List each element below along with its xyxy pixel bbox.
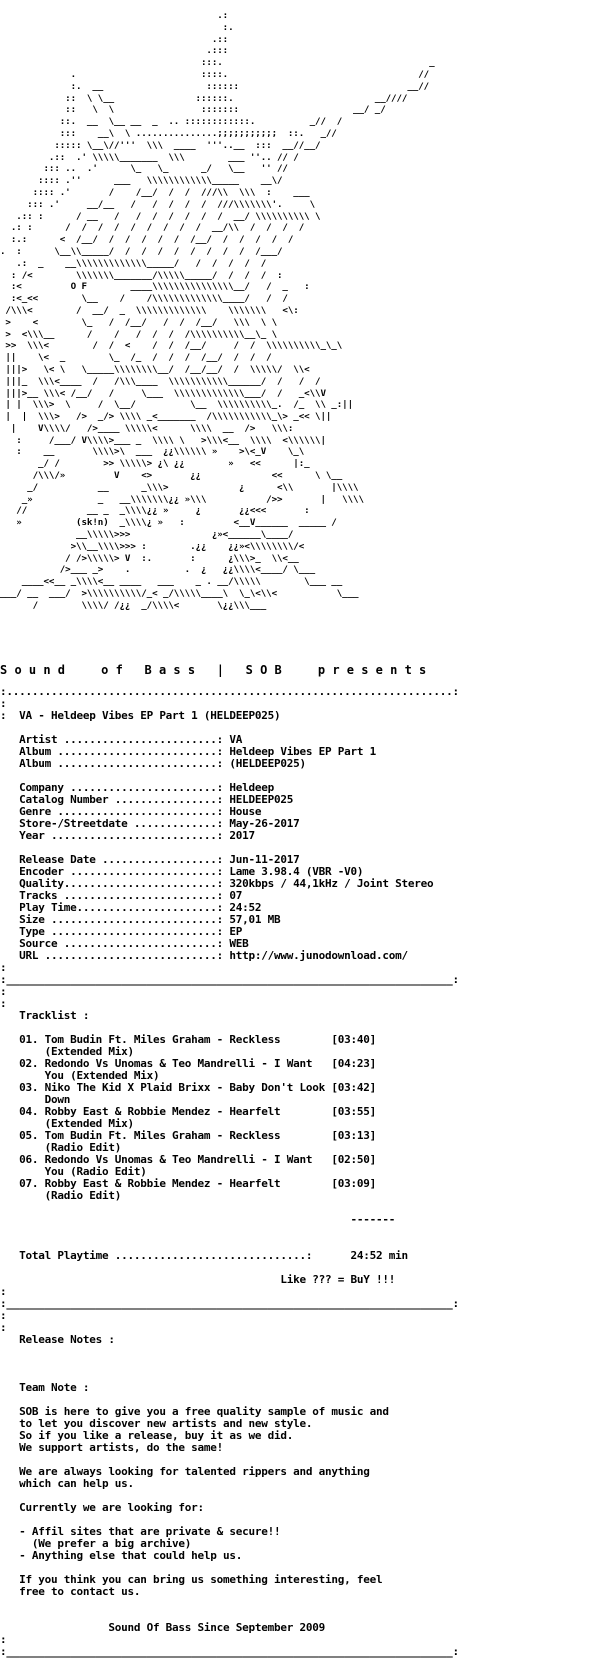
- presents-caption: S o u n d o f B a s s | S O B p r e s e n t s: [0, 663, 427, 677]
- ascii-art-logo: .: :. .:: .::: :::. _ . ::::. // :. __ :::::: __// :: \ \__ ::::::. __//// :: \ \ ::::::: __/ _/ ::. __ \__ __ _ .. ::::::::::::. _// / ::: __\ \ ...............;;;;;;;;;;; ::. _// ::::: \__\//''' \\\ ____ '''..__ ::: __//__/ .:: .' \\\\\_______ \\\ ___ ''.. // / ::: .. .' \_ \_ _/ \__ '' // :::: .'' ___ \\\\\\\\\\\\_____ __\/ :::: .' / /__/ / / ///\\ \\\ : ___ ::: .' __/__ / / / / / ///\\\\\\\'. \ .:: : / __ / / / / / / / __/ \\\\\\\\\\ \ .: : / / / / / / / / / __/\\ / / / / :.: < /__/ / / / / / /__/ / / / / / . : \__\\_____/ / / / / / / / / /___/ .: _ __\\\\\\\\\\\\\_____/ / / / / / : /< \\\\\\\_______/\\\\\_____/ / / / : :< O F ____\\\\\\\\\\\\\\\__/ / _ : :<_<< \__ / /\\\\\\\\\\\\\____/ / / /\\\< / __/ _ \\\\\\\\\\\\\ \\\\\\\ <\: > < \_ / /__/ / / /__/ \\\ \ \ > <\\\__ / / / / / /\\\\\\\\\\__\_ \ >> \\\< / / < / / /__/ / / \\\\\\\\\\_\_\ || \< _ \_ /_ / / / /__/ / / / |||> \< \ \_____\\\\\\\\__/ /__/__/ / \\\\\/ \\< |||_ \\\<____ / /\\\____ \\\\\\\\\\\______/ / / / |||>__ \\\< /__/ / \___ \\\\\\\\\\\\\___/ / _<\\V | | \\\> \ / \__/ \__ \\\\\\\\\\_. /_ \\ _:|| | | \\\> /> _/> \\\\ _<_______ /\\\\\\\\\\\_\> _<< \|| | V\\\\/ />____ \\\\\< \\\\ __ /> \\\: : /___/ V\\\\>___ _ \\\\ \ >\\\<__ \\\\ <\\\\\\| : __ \\\\>\ ___ ¿¿\\\\\\ » >\<_V \_\ _/ / >> \\\\\> ¿\ ¿¿ » << |:_ /\\\/» V <> ¿¿ << \ \__ _/ __ _\\\> ¿ <\\ |\\\\ _» _ __\\\\\\\¿¿ »\\\ />> | \\\\ // __ _ _\\\\¿¿ » ¿ ¿¿<<< : » (sk!n) _\\\\¿ » : <__V______ _____ / __\\\\\>>> ¿»<______\____/ >\\__\\\\>>> : .¿¿ ¿¿»<\\\\\\\\/< / />\\\\\> V :. : ¿\\\>_ \\<__ />___ _> . . ¿ ¿¿\\\\<____/ \___ ____<<__ _\\\\<__ ____ ___ _ . __/\\\\\ \___ __ ___/ __ ___/ >\\\\\\\\\\/_< _/\\\\\____\ \_\<\\< \___ / \\\\/ /¿¿ _/\\\\< \¿¿\\\___: [0, 10, 435, 611]
- nfo-body: :......................................................................: : : VA - Heldeep Vibes EP Part 1 (HELDEEP025) Artist ........................: VA Album .........................: Heldeep Vibes EP Part 1 Album .........................: (HELDEEP025) Company .......................: Heldeep Catalog Number ................: HELDEEP025 Genre .........................: House Store-/Streetdate .............: May-26-2017 Year ..........................: 2017 Release Date ..................: Jun-11-2017 Encoder .......................: Lame 3.98.4 (VBR -V0) Quality........................: 320kbps / 44,1kHz / Joint Stereo Tracks ........................: 07 Play Time......................: 24:52 Size ..........................: 57,01 MB Type ..........................: EP Source ........................: WEB URL ...........................: http://www.junodownload.com/ : :______________________________________________________________________: : : Tracklist : 01. Tom Budin Ft. Miles Graham - Reckless [03:40] (Extended Mix) 02. Redondo Vs Unomas & Teo Mandrelli - I Want [04:23] You (Extended Mix) 03. Niko The Kid X Plaid Brixx - Baby Don't Look [03:42] Down 04. Robby East & Robbie Mendez - Hearfelt [03:55] (Extended Mix) 05. Tom Budin Ft. Miles Graham - Reckless [03:13] (Radio Edit) 06. Redondo Vs Unomas & Teo Mandrelli - I Want [02:50] You (Radio Edit) 07. Robby East & Robbie Mendez - Hearfelt [03:09] (Radio Edit) ------- Total Playtime ..............................: 24:52 min Like ??? = BuY !!! : :______________________________________________________________________: : : Release Notes : Team Note : SOB is here to give you a free quality sample of music and to let you discover new artists and new style. So if you like a release, buy it as we did. We support artists, do the same! We are always looking for talented rippers and anything which can help us. Currently we are looking for: - Affil sites that are private & secure!! (We prefer a big archive) - Anything else that could help us. If you think you can bring us something interesting, feel free to contact us. Sound Of Bass Since September 2009 : :______________________________________________________________________:: [0, 686, 459, 1658]
